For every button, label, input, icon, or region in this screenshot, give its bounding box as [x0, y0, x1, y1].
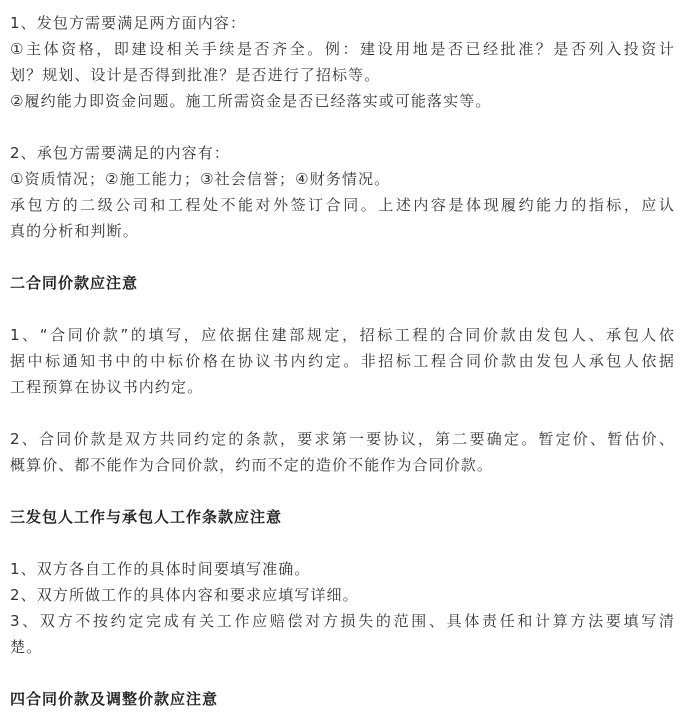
text-line: 工程预算在协议书内约定。	[10, 378, 204, 396]
section-heading-price-adjustment: 四合同价款及调整价款应注意	[10, 690, 219, 708]
text-line: 1、“合同价款”的填写，应依据住建部规定，招标工程的合同价款由发包人、承包人依	[10, 326, 675, 344]
text-line: 3、双方不按约定完成有关工作应赔偿对方损失的范围、具体责任和计算方法要填写清	[10, 612, 675, 630]
text-line: 1、双方各自工作的具体时间要填写准确。	[10, 560, 311, 578]
text-line: 承包方的二级公司和工程处不能对外签订合同。上述内容是体现履约能力的指标，应认	[10, 196, 675, 214]
text-line: 2、合同价款是双方共同约定的条款，要求第一要协议，第二要确定。暂定价、暂估价、	[10, 430, 675, 448]
section-heading-contract-price: 二合同价款应注意	[10, 274, 139, 292]
text-line: 划？规划、设计是否得到批准？是否进行了招标等。	[10, 66, 381, 84]
party-b-requirements-heading: 2、承包方需要满足的内容有：	[10, 144, 230, 162]
text-line: 真的分析和判断。	[10, 222, 139, 240]
text-line: 楚。	[10, 638, 43, 656]
text-line: ②履约能力即资金问题。施工所需资金是否已经落实或可能落实等。	[10, 92, 492, 110]
section-heading-work-clauses: 三发包人工作与承包人工作条款应注意	[10, 508, 283, 526]
party-a-requirements-heading: 1、发包方需要满足两方面内容：	[10, 14, 247, 32]
text-line: 2、双方所做工作的具体内容和要求应填写详细。	[10, 586, 359, 604]
text-line: 概算价、都不能作为合同价款，约而不定的造价不能作为合同价款。	[10, 456, 494, 474]
text-line: 据中标通知书中的中标价格在协议书内约定。非招标工程合同价款由发包人承包人依据	[10, 352, 675, 370]
text-line: ①主体资格，即建设相关手续是否齐全。例：建设用地是否已经批准？是否列入投资计	[10, 40, 675, 58]
text-line: ①资质情况；②施工能力；③社会信誉；④财务情况。	[10, 170, 391, 188]
